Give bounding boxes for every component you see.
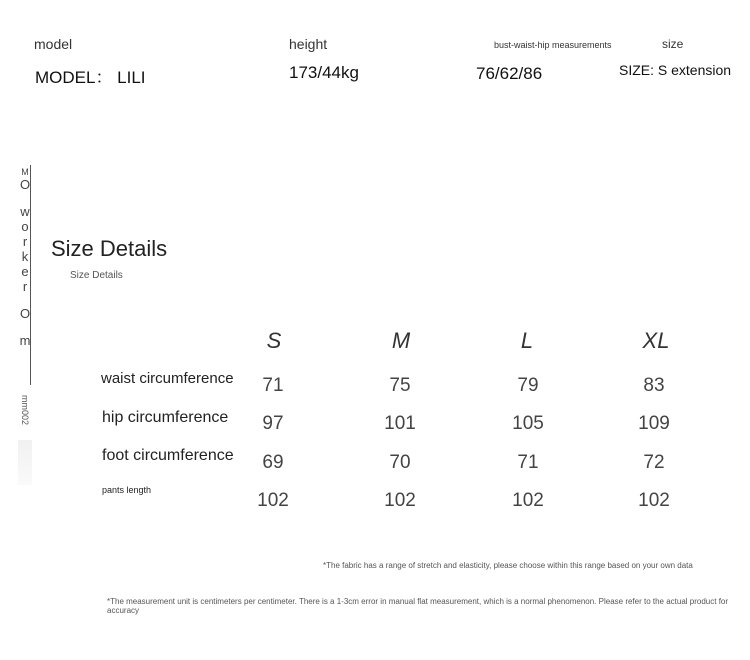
side-letter: r <box>22 234 28 249</box>
column-header-l: L <box>520 328 534 353</box>
table-cell: 83 <box>643 375 665 396</box>
side-letter: O <box>19 177 31 192</box>
measurements-label: bust-waist-hip measurements <box>494 40 612 50</box>
table-cell: 109 <box>638 413 670 434</box>
row-label-hip: hip circumference <box>102 409 229 426</box>
table-cell: 69 <box>262 452 284 473</box>
row-label-waist: waist circumference <box>101 370 234 387</box>
table-cell: 72 <box>643 452 665 473</box>
section-title: Size Details <box>51 236 168 261</box>
table-cell: 102 <box>384 490 416 511</box>
measurement-note: *The measurement unit is centimeters per centimeter. There is a 1-3cm error in manual flat measurement, which is a normal phenomenon. Please refer to the actual product for accuracy <box>107 597 729 615</box>
table-cell: 70 <box>389 452 411 473</box>
size-value: SIZE: S extension <box>619 62 732 78</box>
side-letter: M <box>21 167 29 177</box>
model-value: MODEL： LILI <box>35 68 146 87</box>
side-divider <box>30 165 31 385</box>
table-cell: 102 <box>638 490 670 511</box>
height-label: height <box>289 36 328 52</box>
side-fade-block <box>18 440 32 485</box>
column-header-s: S <box>266 328 282 353</box>
side-letter: r <box>22 279 28 294</box>
row-label-pants-length: pants length <box>102 485 152 495</box>
model-label: model <box>34 36 73 52</box>
column-header-m: M <box>391 328 411 353</box>
measurements-value: 76/62/86 <box>476 64 543 83</box>
table-cell: 105 <box>512 413 544 434</box>
side-letter: w <box>20 204 30 219</box>
table-cell: 79 <box>517 375 539 396</box>
height-value: 173/44kg <box>289 63 359 82</box>
table-cell: 97 <box>262 413 284 434</box>
table-cell: 71 <box>262 375 284 396</box>
side-letter: O <box>19 306 31 321</box>
table-cell: 102 <box>257 490 289 511</box>
table-cell: 102 <box>512 490 544 511</box>
table-cell: 75 <box>389 375 411 396</box>
row-label-foot: foot circumference <box>102 447 234 464</box>
column-header-xl: XL <box>642 328 670 353</box>
side-letter: k <box>21 249 29 264</box>
side-letter: o <box>21 219 29 234</box>
section-subtitle: Size Details <box>70 270 123 281</box>
side-code: mm002 <box>20 395 30 426</box>
table-cell: 101 <box>384 413 416 434</box>
table-cell: 71 <box>517 452 539 473</box>
fabric-note: *The fabric has a range of stretch and elasticity, please choose within this range based on your own data <box>323 561 693 570</box>
side-letter: m <box>19 333 31 348</box>
size-label: size <box>662 37 684 51</box>
side-letter: e <box>21 264 29 279</box>
